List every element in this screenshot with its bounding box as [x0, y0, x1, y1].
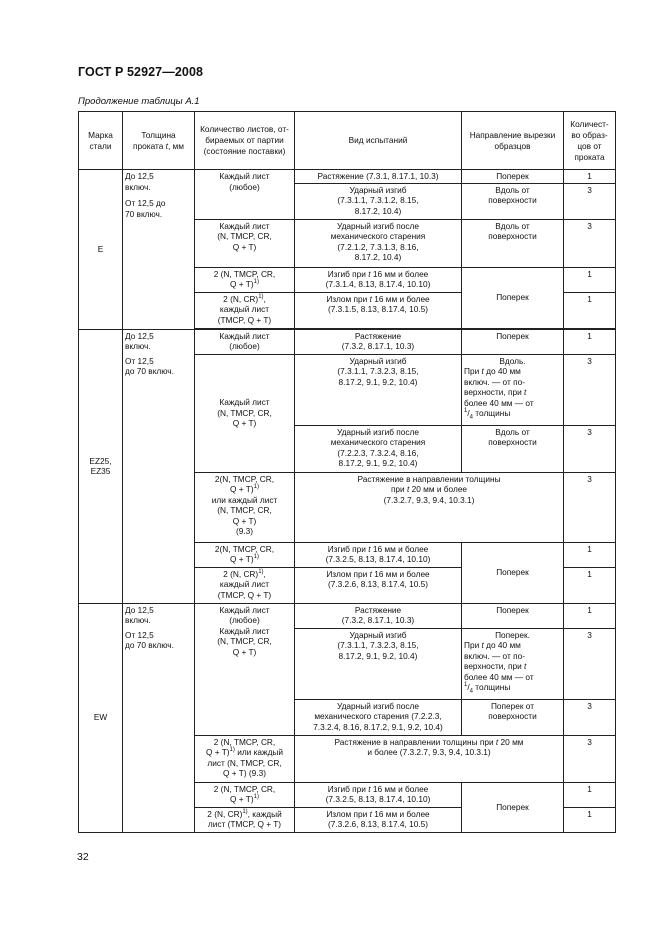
header-thickness: Толщина проката t, мм: [123, 112, 195, 170]
grade-cell-ew: EW: [79, 603, 123, 832]
direction-cell: Поперек: [462, 782, 564, 832]
sheets-cell: Каждый лист (N, TMCP, CR, Q + T): [195, 354, 295, 472]
test-cell: Изгиб при t 16 мм и более (7.3.1.4, 8.13, 8.17.4, 10.10): [295, 267, 462, 292]
header-direction: Направление вырезки образцов: [462, 112, 564, 170]
sheets-cell: 2 (N, CR)$^{1)}$, каждый лист (TMCP, Q + T): [195, 807, 295, 832]
direction-cell: Поперек: [462, 267, 564, 328]
test-cell: Излом при t 16 мм и более (7.3.2.6, 8.13, 8.17.4, 10.5): [295, 567, 462, 603]
test-cell: Излом при t 16 мм и более (7.3.1.5, 8.13, 8.17.4, 10.5): [295, 292, 462, 328]
count-cell: 3: [564, 219, 616, 267]
count-cell: 1: [564, 782, 616, 807]
count-cell: 1: [564, 542, 616, 567]
header-sheets: Количество листов, от- бираемых от партии (состояние поставки): [195, 112, 295, 170]
direction-cell: Поперек: [462, 542, 564, 603]
sheets-cell: 2 (N, TMCP, CR, Q + T)$^{1)}$: [195, 267, 295, 292]
direction-cell: Вдоль. При t до 40 мм включ. — от по- верхности, при t более 40 мм — от $^1/_4$ толщины: [462, 354, 564, 425]
test-cell: Ударный изгиб после механического старения (7.2.1.2, 7.3.1.3, 8.16, 8.17.2, 10.4): [295, 219, 462, 267]
sheets-cell: Каждый лист (любое): [195, 170, 295, 220]
header-count: Количест- во образ- цов от проката: [564, 112, 616, 170]
test-cell: Излом при t 16 мм и более (7.3.2.6, 8.13, 8.17.4, 10.5): [295, 807, 462, 832]
direction-cell: Вдоль от поверхности: [462, 425, 564, 472]
thickness-cell-ez: До 12,5 включ. От 12,5 до 70 включ.: [123, 329, 195, 603]
grade-cell-e: E: [79, 170, 123, 330]
test-cell: Ударный изгиб (7.3.1.1, 7.3.2.3, 8.15, 8.17.2, 9.1, 9.2, 10.4): [295, 354, 462, 425]
sheets-cell: 2(N, TMCP, CR, Q + T)$^{1)}$ или каждый лист (N, TMCP, CR, Q + T) (9.3): [195, 472, 295, 542]
header-test-type: Вид испытаний: [295, 112, 462, 170]
direction-cell: Вдоль от поверхности: [462, 219, 564, 267]
table-header-row: [79, 112, 616, 170]
test-cell: Изгиб при t 16 мм и более (7.3.2.5, 8.13, 8.17.4, 10.10): [295, 542, 462, 567]
count-cell: 3: [564, 735, 616, 782]
table-row: [79, 170, 616, 184]
sheets-cell: 2 (N, CR)$^{1)}$, каждый лист (TMCP, Q + T): [195, 567, 295, 603]
direction-cell: Поперек: [462, 329, 564, 354]
direction-cell: Поперек: [462, 170, 564, 184]
count-cell: 3: [564, 699, 616, 735]
table-continuation-caption: Продолжение таблицы А.1: [78, 96, 200, 107]
test-requirements-table: [78, 111, 616, 833]
thickness-cell-e: До 12,5 включ. От 12,5 до 70 включ.: [123, 170, 195, 330]
test-cell-thickness-tension: Растяжение в направлении толщины при t 20 мм и более (7.3.2.7, 9.3, 9.4, 10.3.1): [295, 735, 564, 782]
test-cell: Ударный изгиб после механического старения (7.2.2.3, 7.3.2.4, 8.16, 8.17.2, 9.1, 9.2, 10.4): [295, 425, 462, 472]
count-cell: 1: [564, 329, 616, 354]
sheets-cell: 2 (N, TMCP, CR, Q + T)$^{1)}$: [195, 782, 295, 807]
count-cell: 1: [564, 603, 616, 628]
sheets-cell: Каждый лист (N, TMCP, CR, Q + T): [195, 219, 295, 267]
count-cell: 3: [564, 183, 616, 219]
test-cell: Растяжение (7.3.2, 8.17.1, 10.3): [295, 603, 462, 628]
test-cell: Растяжение (7.3.1, 8.17.1, 10.3): [295, 170, 462, 184]
thickness-cell-ew: До 12,5 включ. От 12,5 до 70 включ.: [123, 603, 195, 832]
direction-cell: Поперек от поверхности: [462, 699, 564, 735]
count-cell: 3: [564, 354, 616, 425]
test-cell: Ударный изгиб после механического старения (7.2.2.3, 7.3.2.4, 8.16, 8.17.2, 9.1, 9.2, 10.4): [295, 699, 462, 735]
sheets-cell: 2(N, TMCP, CR, Q + T)$^{1)}$: [195, 542, 295, 567]
count-cell: 1: [564, 170, 616, 184]
test-cell: Растяжение (7.3.2, 8.17.1, 10.3): [295, 329, 462, 354]
count-cell: 3: [564, 425, 616, 472]
count-cell: 1: [564, 567, 616, 603]
direction-cell: Поперек. При t до 40 мм включ. — от по- верхности, при t более 40 мм — от $^1/_4$ толщины: [462, 628, 564, 699]
document-title: ГОСТ Р 52927—2008: [78, 65, 204, 79]
page-number: 32: [77, 851, 89, 863]
test-cell-thickness-tension: Растяжение в направлении толщины при t 20 мм и более (7.3.2.7, 9.3, 9.4, 10.3.1): [295, 472, 564, 542]
direction-cell: Вдоль от поверхности: [462, 183, 564, 219]
sheets-cell: 2 (N, CR)$^{1)}$, каждый лист (TMCP, Q + T): [195, 292, 295, 328]
table-row: [79, 603, 616, 628]
grade-cell-ez: EZ25, EZ35: [79, 329, 123, 603]
count-cell: 1: [564, 807, 616, 832]
sheets-cell: Каждый лист (любое): [195, 329, 295, 354]
direction-cell: Поперек: [462, 603, 564, 628]
test-cell: Ударный изгиб (7.3.1.1, 7.3.2.3, 8.15, 8.17.2, 9.1, 9.2, 10.4): [295, 628, 462, 699]
sheets-cell: Каждый лист (любое) Каждый лист (N, TMCP, CR, Q + T): [195, 603, 295, 735]
count-cell: 1: [564, 267, 616, 292]
count-cell: 3: [564, 472, 616, 542]
table-row: [79, 329, 616, 354]
count-cell: 3: [564, 628, 616, 699]
count-cell: 1: [564, 292, 616, 328]
sheets-cell: 2 (N, TMCP, CR, Q + T)$^{1)}$ или каждый лист (N, TMCP, CR, Q + T) (9.3): [195, 735, 295, 782]
test-cell: Ударный изгиб (7.3.1.1, 7.3.1.2, 8.15, 8.17.2, 10.4): [295, 183, 462, 219]
test-cell: Изгиб при t 16 мм и более (7.3.2.5, 8.13, 8.17.4, 10.10): [295, 782, 462, 807]
header-grade: Марка стали: [79, 112, 123, 170]
